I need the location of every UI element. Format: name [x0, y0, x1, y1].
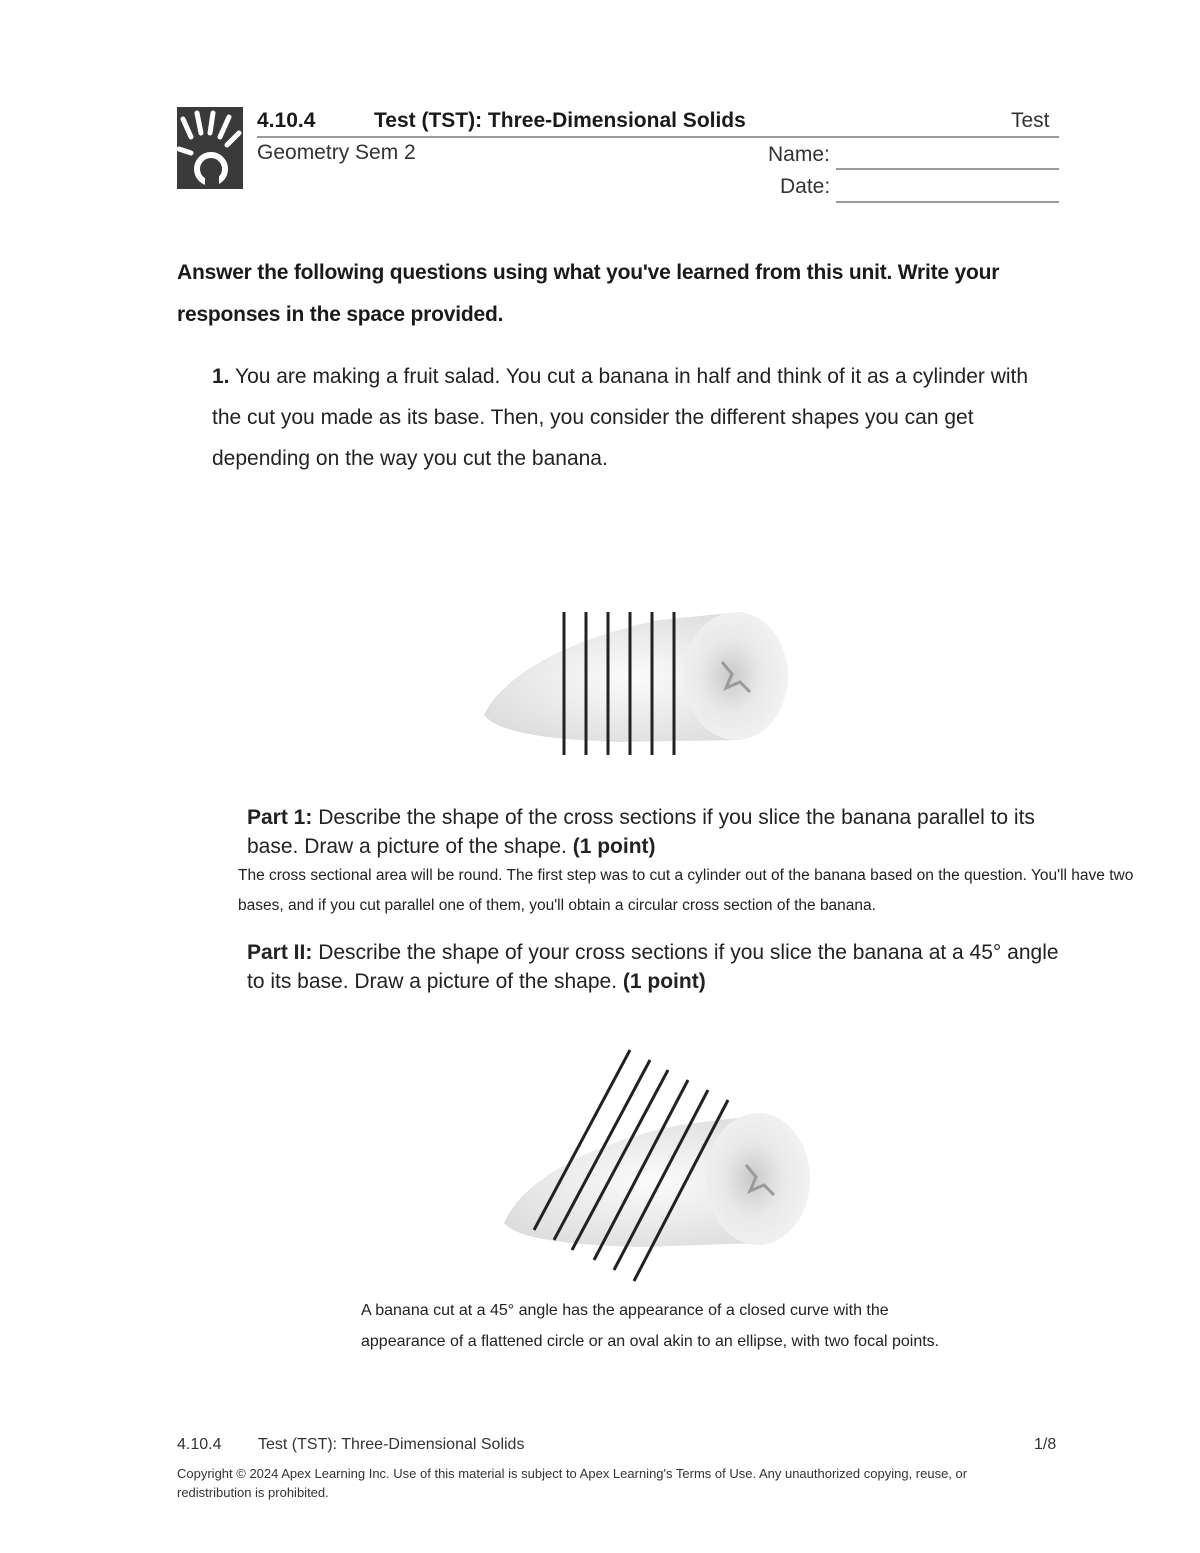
header-course: Geometry Sem 2: [257, 141, 416, 164]
date-label: Date:: [780, 175, 831, 198]
footer-lesson-code: 4.10.4: [177, 1436, 222, 1453]
instructions: Answer the following questions using what you've learned from this unit. Write your responses in the space provided.: [177, 261, 1000, 326]
part-1-points: (1 point): [572, 835, 656, 858]
part-2-text: Describe the shape of your cross sections if you slice the banana at a 45° angle to its base. Draw a picture of the shape.: [247, 941, 1059, 993]
banana-angled-cuts-image: [490, 1045, 820, 1285]
name-label: Name:: [768, 143, 830, 166]
header-lesson-code: 4.10.4: [257, 109, 316, 132]
date-field[interactable]: [836, 201, 1059, 203]
part-1-prompt: [247, 803, 1047, 861]
banana-parallel-cuts-image: [470, 600, 800, 760]
part-1-text: Describe the shape of the cross sections if you slice the banana parallel to its base. Draw a picture of the shape.: [247, 806, 1035, 858]
part-2-prompt: [247, 938, 1067, 996]
page-number: 1/8: [1034, 1436, 1057, 1453]
name-field[interactable]: [836, 168, 1059, 170]
footer-title: Test (TST): Three-Dimensional Solids: [258, 1436, 525, 1453]
question-1: [212, 356, 1032, 479]
question-text: You are making a fruit salad. You cut a banana in half and think of it as a cylinder with the cut you made as its base. Then, you consider the different shapes you can get depending on the way you cut the banana.: [212, 365, 1029, 470]
question-number: 1.: [212, 365, 230, 388]
header-title: Test (TST): Three-Dimensional Solids: [374, 109, 746, 132]
part-2-answer[interactable]: A banana cut at a 45° angle has the appearance of a closed curve with the appearance of a flattened circle or an oval akin to an ellipse, with two focal points.: [361, 1302, 940, 1350]
part-2-label: Part II:: [247, 941, 313, 964]
part-2-points: (1 point): [622, 970, 706, 993]
part-1-answer[interactable]: The cross sectional area will be round. The first step was to cut a cylinder out of the banana based on the question. You'll have two bases, and if you cut parallel one of them, you'll obtain a circular cross section of the banana.: [238, 867, 1134, 914]
header-assessment-type: Test: [1011, 109, 1050, 132]
apex-logo: [177, 107, 243, 189]
header-divider: [257, 136, 1059, 138]
part-1-label: Part 1:: [247, 806, 313, 829]
copyright-notice: Copyright © 2024 Apex Learning Inc. Use of this material is subject to Apex Learning's Terms of Use. Any unauthorized copying, reuse, or redistribution is prohibited.: [177, 1466, 968, 1500]
